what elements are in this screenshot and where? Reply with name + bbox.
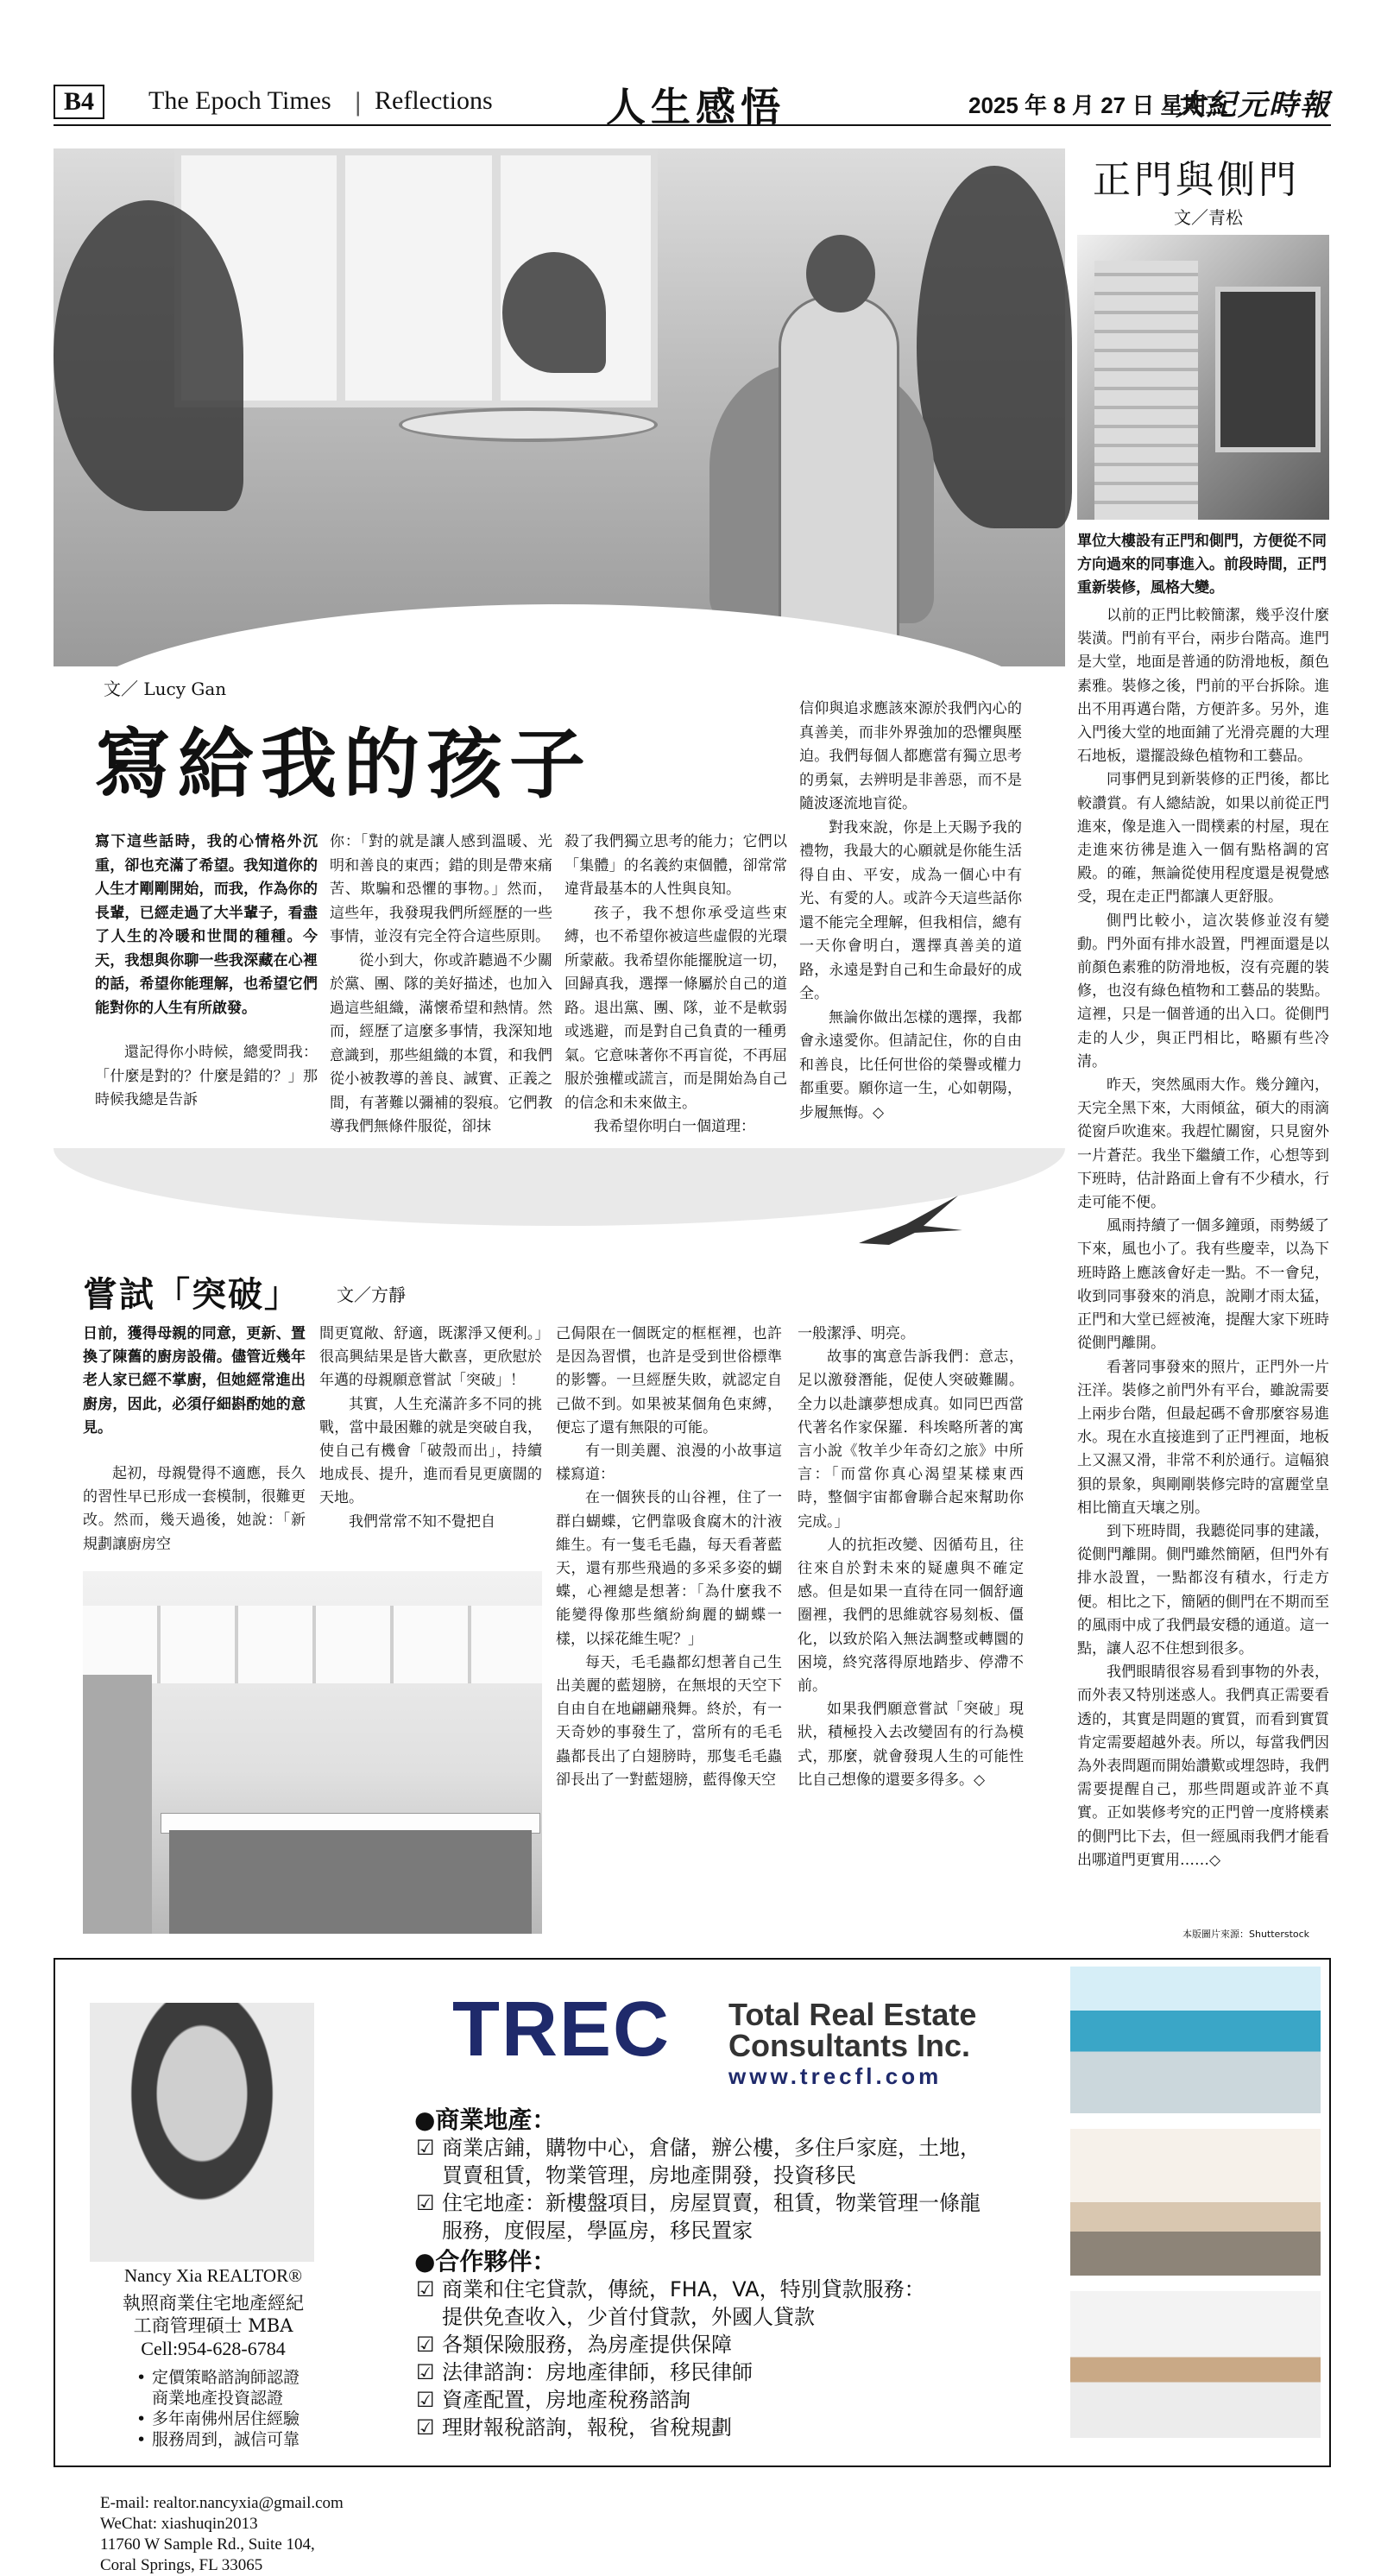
company-name: [728, 1999, 976, 2061]
paper-name: The Epoch Times: [148, 86, 331, 115]
article3-paragraph: 我們眼睛很容易看到事物的外表，而外表又特別迷惑人。我們真正需要看透的，其實是問題的實質，而看到實質肯定需要超越外表。所以，每當我們因為外表問題而開始讚歎或埋怨時，我們需要提醒自己，那些問題或許並不真實。正如裝修考究的正門曾一度將樸素的側門比下去，但一經風雨我們才能看出哪道門更實用……◇: [1077, 1664, 1329, 1869]
article3-paragraph: 到下班時間，我聽從同事的建議，從側門離開。側門雖然簡陋，但門外有排水設置，一點都沒有積水，行走方便。相比之下，簡陋的側門在不期而至的風雨中成了我們最安穩的通道。這一點，讓人忍不住想到很多。: [1077, 1522, 1329, 1657]
page-number: B4: [54, 85, 104, 119]
article3-paragraph: 風雨持續了一個多鐘頭，雨勢緩了下來，風也小了。我有些慶幸，以為下班時路上應該會好走一點。不一會兒，收到同事發來的消息，說剛才雨太猛，正門和大堂已經被淹，提醒大家下班時從側門離開。: [1077, 1217, 1329, 1353]
article1-paragraph: 我希望你明白一個道理：: [594, 1118, 755, 1135]
header-separator: |: [354, 88, 363, 117]
services-list: [414, 2103, 1122, 2441]
article2-paragraph: 如果我們願意嘗試「突破」現狀，積極投入去改變固有的行為模式，那麼，就會發現人生的可能性比自己想像的還要多得多。◇: [798, 1701, 1024, 1789]
article3-byline: 文／青松: [1174, 207, 1243, 228]
article3-paragraph: 昨天，突然風雨大作。幾分鐘內，天完全黑下來，大雨傾盆，碩大的雨滴從窗戶吹進來。我趕忙關窗，只見窗外一片蒼茫。我坐下繼續工作，心想等到下班時，估計路面上會有不少積水，行走可能不便。: [1077, 1076, 1329, 1212]
agent-name: Nancy Xia REALTOR®: [123, 2265, 303, 2286]
bird-icon: [854, 1191, 967, 1252]
agent-wechat: WeChat: xiashuqin2013: [100, 2515, 258, 2533]
building-entrance-photo: [1077, 235, 1329, 520]
section-name: Reflections: [375, 86, 493, 115]
credential-item: • 服務周到，誠信可靠: [135, 2429, 300, 2450]
service-item: ☑ 住宅地產：新樓盤項目，房屋買賣，租賃，物業管理一條龍: [414, 2189, 1122, 2217]
service-item-continued: 買賣租賃，物業管理，房地產開發，投資移民: [442, 2163, 856, 2188]
article2-column: [319, 1323, 542, 1534]
article3-paragraph: 看著同事發來的照片，正門外一片汪洋。裝修之前門外有平台，雖說需要上兩步台階，但最起碼不會那麼容易進水。現在水直接進到了正門裡面，地板上又濕又滑，非常不利於通行。這幅狼狽的景象，與剛剛裝修完時的富麗堂皇相比簡直天壤之別。: [1077, 1358, 1329, 1517]
company-url: www.trecfl.com: [728, 2063, 943, 2089]
article2-paragraph: 間更寬敞、舒適，既潔淨又便利。」很高興結果是皆大歡喜，更欣慰於年邁的母親願意嘗試「突破」！: [319, 1325, 542, 1390]
article2-title: 嘗試「突破」: [83, 1274, 300, 1315]
article3-title: 正門與側門: [1093, 158, 1300, 202]
article2-paragraph: 己侷限在一個既定的框框裡，也許是因為習慣，也許是受到世俗標準的影響。一旦經歷失敗，就認定自己做不到。如果被某個角色束縛，便忘了還有無限的可能。: [556, 1325, 782, 1436]
article2-paragraph: 有一則美麗、浪漫的小故事這樣寫道：: [556, 1443, 782, 1484]
credential-item: • 多年南佛州居住經驗: [135, 2409, 300, 2429]
interior-room-photo: [1070, 2129, 1321, 2276]
article3-body: [1077, 604, 1329, 1872]
ocean-view-photo: [1070, 1967, 1321, 2113]
article2-lead: 日前，獲得母親的同意，更新、置換了陳舊的廚房設備。儘管近幾年老人家已經不掌廚，但她經常進出廚房，因此，必須仔細斟酌她的意見。: [83, 1325, 306, 1436]
trec-logo: TREC: [452, 1986, 671, 2073]
plant-center-illustration: [502, 252, 606, 373]
services-section-heading: ●合作夥伴：: [414, 2247, 557, 2276]
agent-title: 執照商業住宅地產經紀: [123, 2293, 304, 2314]
article2-paragraph: 我們常常不知不覺把自: [349, 1512, 495, 1531]
article1-column: [330, 830, 552, 1140]
article3-caption: 單位大樓設有正門和側門，方便從不同方向過來的同事進入。前段時間，正門重新裝修，風格大變。: [1077, 533, 1327, 597]
article1-column: [564, 830, 787, 1140]
article2-column: [798, 1323, 1024, 1792]
table-illustration: [399, 407, 658, 442]
article2-paragraph: 起初，母親覺得不適應，長久的習性早已形成一套模制，很難更改。然而，幾天過後，她說：「新規劃讓廚房空: [83, 1465, 306, 1553]
article2-paragraph: 每天，毛毛蟲都幻想著自己生出美麗的藍翅膀，在無垠的天空下自由自在地翩翩飛舞。終於，有一天奇妙的事發生了，當所有的毛毛蟲都長出了白翅膀時，那隻毛毛蟲卻長出了一對藍翅膀，藍得像天空: [556, 1653, 782, 1789]
article1-paragraph: 殺了我們獨立思考的能力；它們以「集體」的名義約束個體，卻常常違背最基本的人性與良知。: [564, 833, 787, 898]
photo-credit: 本版圖片來源：Shutterstock: [1182, 1929, 1310, 1940]
article1-paragraph: 信仰與追求應該來源於我們內心的真善美，而非外界強加的恐懼與壓迫。我們每個人都應當有獨立思考的勇氣，去辨明是非善惡，而不是隨波逐流地盲從。: [799, 700, 1022, 812]
credential-item: • 定價策略諮詢師認證: [135, 2367, 300, 2388]
article2-column: [556, 1323, 782, 1792]
article1-paragraph: 孩子，我不想你承受這些束縛，也不希望你被這些虛假的光環所蒙蔽。我希望你能擺脫這一切，回歸真我，選擇一條屬於自己的道路。退出黨、團、隊，並不是軟弱或逃避，而是對自己負責的一種勇氣。它意味著你不再盲從，不再屈服於強權或謊言，而是開始為自己的信念和未來做主。: [564, 904, 787, 1112]
agent-degree: 工商管理碩士 MBA: [133, 2315, 293, 2336]
agent-address-line1: 11760 W Sample Rd., Suite 104,: [100, 2535, 315, 2554]
article2-paragraph: 一般潔淨、明亮。: [798, 1325, 915, 1342]
article2-byline: 文／方靜: [337, 1285, 406, 1305]
article1-column: [95, 1041, 318, 1113]
service-item-continued: 提供免查收入，少首付貸款，外國人貸款: [442, 2305, 815, 2329]
plant-left-illustration: [54, 200, 243, 511]
agent-cell: Cell:954-628-6784: [141, 2338, 286, 2359]
article1-paragraph: 還記得你小時候，總愛問我：「什麼是對的？什麼是錯的？」那時候我總是告訴: [95, 1044, 318, 1108]
fridge-illustration: [83, 1675, 152, 1934]
woman-head-illustration: [806, 235, 875, 313]
article3-paragraph: 側門比較小，這次裝修並沒有變動。門外面有排水設置，門裡面還是以前顏色素雅的防滑地板，沒有亮麗的裝修，也沒有綠色植物和工藝品的裝點。這裡，只是一個普通的出入口。從側門走的人少，與正門相比，略顯有些冷清。: [1077, 912, 1329, 1070]
article2-paragraph: 故事的寓意告訴我們：意志，足以激發潛能，促使人突破難關。全力以赴讓夢想成真。如同巴西當代著名作家保羅．科埃略所著的寓言小說《牧羊少年奇幻之旅》中所言：「而當你真心渴望某樣東西時，整個宇宙都會聯合起來幫助你完成。」: [798, 1348, 1024, 1531]
service-item: ☑ 商業和住宅貸款，傳統，FHA，VA，特別貸款服務：: [414, 2276, 1122, 2303]
article1-paragraph: 從小到大，你或許聽過不少關於黨、團、隊的美好描述，也加入過這些組織，滿懷希望和熱情。然而，經歷了這麼多事情，我深知地意識到，那些組織的本質，和我們從小被教導的善良、誠實、正義之間，有著難以彌補的裂痕。它們教導我們無條件服從，卻抹: [330, 951, 552, 1135]
page-header: [54, 76, 1331, 130]
cabinet-illustration: [83, 1606, 542, 1683]
article1-title: 寫給我的孩子: [95, 719, 593, 809]
hero-photo: [54, 148, 1065, 666]
article2-paragraph: 人的抗拒改變、因循苟且，往往來自於對未來的疑慮與不確定感。但是如果一直待在同一個舒適圈裡，我們的思維就容易刻板、僵化，以致於陷入無法調整或轉圜的困境，終究落得原地踏步、停滯不前。: [798, 1536, 1024, 1695]
service-item: ☑ 法律諮詢：房地產律師，移民律師: [414, 2358, 1122, 2386]
service-item: ☑ 理財報稅諮詢，報稅，省稅規劃: [414, 2414, 1122, 2441]
service-item: ☑ 資產配置，房地產稅務諮詢: [414, 2386, 1122, 2414]
article1-paragraph: 無論你做出怎樣的選擇，我都會永遠愛你。但請記住，你的自由和善良，比任何世俗的榮譽或權力都重要。願你這一生，心如朝陽，步履無悔。◇: [799, 1008, 1022, 1121]
article1-byline: 文／ Lucy Gan: [104, 679, 227, 699]
island-illustration: [169, 1830, 532, 1934]
article3-paragraph: 同事們見到新裝修的正門後，都比較讚賞。有人總結說，如果以前從正門進來，像是進入一間樸素的村屋，現在走進來彷彿是進入一個有點格調的宮殿。的確，無論從使用程度還是視覺感受，現在走正門都讓人更舒服。: [1077, 771, 1329, 906]
article2-column: [83, 1462, 306, 1556]
agent-contact: [100, 2493, 344, 2576]
agent-credentials: [135, 2367, 300, 2450]
agent-address-line2: Coral Springs, FL 33065: [100, 2556, 263, 2574]
service-item: ☑ 商業店鋪，購物中心，倉儲，辦公樓，多住戶家庭，土地，: [414, 2134, 1122, 2162]
service-item-continued: 服務，度假屋，學區房，移民置家: [442, 2219, 753, 2243]
advertisement: [54, 1958, 1331, 2574]
company-name-line2: Consultants Inc.: [728, 2028, 971, 2063]
article1-paragraph: 你：「對的就是讓人感到溫暖、光明和善良的東西；錯的則是帶來痛苦、欺騙和恐懼的事物。」然而，這些年，我發現我們所經歷的一些事情，並沒有完全符合這些原則。: [330, 833, 552, 945]
issue-date: 2025 年 8 月 27 日 星期三: [968, 92, 1228, 118]
kitchen-photo: [83, 1571, 542, 1934]
bedroom-photo: [1070, 2291, 1321, 2438]
services-section-heading: ●商業地產：: [414, 2106, 557, 2134]
agent-photo: [90, 2003, 314, 2262]
credential-item: 商業地產投資認證: [152, 2389, 284, 2408]
section-title-zh: 人生感悟: [606, 84, 785, 130]
article2-paragraph: 其實，人生充滿許多不同的挑戰，當中最困難的就是突破自我，使自己有機會「破殼而出」，持續地成長、提升，進而看見更廣闊的天地。: [319, 1395, 542, 1507]
article1-lead: 寫下這些話時，我的心情格外沉重，卻也充滿了希望。我知道你的人生才剛剛開始，而我，作為你的長輩，已經走過了大半輩子，看盡了人生的冷暖和世間的種種。今天，我想與你聊一些我深藏在心裡的話，希望你能理解，也希望它們能對你的人生有所啟發。: [95, 833, 318, 1017]
agent-email: E-mail: realtor.nancyxia@gmail.com: [100, 2494, 344, 2512]
company-name-line1: Total Real Estate: [728, 1997, 977, 2032]
service-item: ☑ 各類保險服務，為房產提供保障: [414, 2331, 1122, 2358]
article3-paragraph: 以前的正門比較簡潔，幾乎沒什麼裝潢。門前有平台，兩步台階高。進門是大堂，地面是普通的防滑地板，顏色素雅。裝修之後，門前的平台拆除。進出不用再邁台階，方便許多。另外，進入門後大堂的地面鋪了光滑亮麗的大理石地板，還擺設綠色植物和工藝品。: [1077, 607, 1329, 766]
woman-illustration: [779, 295, 899, 658]
brand-logo: 大紀元時報: [1176, 88, 1331, 123]
article1-paragraph: 對我來說，你是上天賜予我的禮物，我最大的心願就是你能生活得自由、平安，成為一個心中有光、有愛的人。或許今天這些話你還不能完全理解，但我相信，總有一天你會明白，選擇真善美的道路，永遠是對自己和生命最好的成全。: [799, 818, 1022, 1002]
article2-paragraph: 在一個狹長的山谷裡，住了一群白蝴蝶，它們靠吸食腐木的汁液維生。有一隻毛毛蟲，每天看著藍天，還有那些飛過的多采多姿的蝴蝶，心裡總是想著：「為什麼我不能變得像那些繽紛絢麗的蝴蝶一樣，以採花維生呢？」: [556, 1489, 782, 1648]
article1-column: [799, 698, 1022, 1125]
plant-right-illustration: [917, 166, 1072, 528]
